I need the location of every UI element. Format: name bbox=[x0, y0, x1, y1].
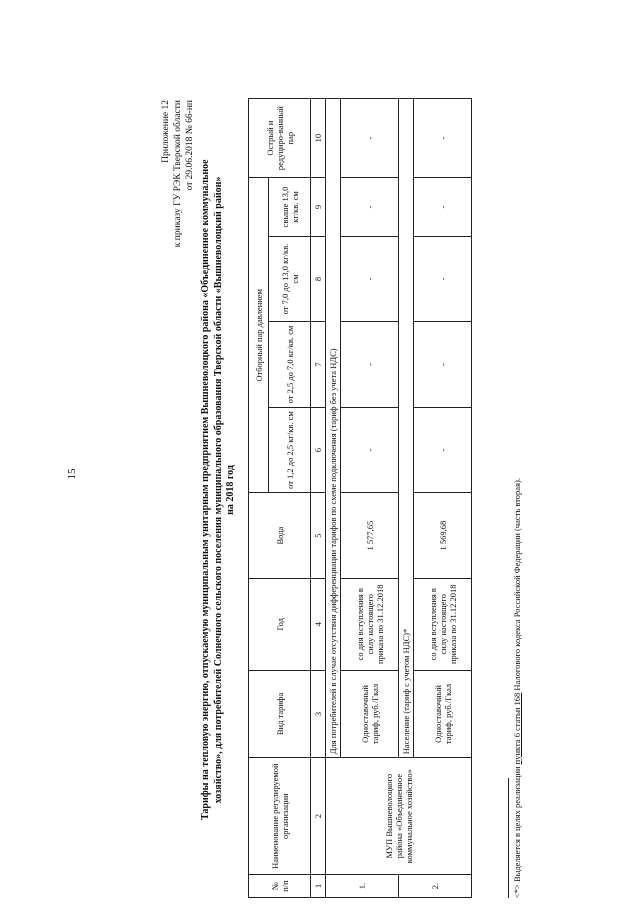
pressure-1-value: - bbox=[341, 407, 399, 493]
org-name: МУП Вышневолоцкого района «Объединенное коммунальное хозяйство» bbox=[326, 758, 472, 875]
header-pressure-1: от 1,2 до 2,5 кг/кв. см bbox=[269, 407, 311, 493]
sharp-steam-value: - bbox=[414, 99, 472, 178]
tariff-type-cell: Одноставочный тариф, руб./Гкал bbox=[414, 670, 472, 758]
year-cell: со дня вступления в силу настоящего приказа по 31.12.2018 bbox=[414, 578, 472, 670]
header-pressure-3: от 7,0 до 13,0 кг/кв. см bbox=[269, 236, 311, 322]
col-number: 7 bbox=[311, 322, 326, 408]
pressure-3-value: - bbox=[414, 236, 472, 322]
title-line-3: на 2018 год bbox=[225, 465, 236, 515]
appendix-order: к приказу ГУ РЭК Тверской области bbox=[173, 100, 183, 248]
pressure-1-value: - bbox=[414, 407, 472, 493]
footnote-prefix: <*> Выделяется в целях реализации bbox=[512, 766, 522, 898]
document-content bbox=[160, 80, 639, 900]
footnote-suffix: Налогового кодекса Российской Федерации (часть вторая). bbox=[512, 478, 522, 691]
footnote-link[interactable]: пункта 6 статьи 168 bbox=[512, 692, 522, 765]
col-number: 6 bbox=[311, 407, 326, 493]
header-num: № п/п bbox=[249, 875, 311, 898]
appendix-header bbox=[160, 100, 196, 247]
header-sharp-steam: Острый и редуциро-ванный пар bbox=[249, 99, 311, 178]
col-number: 10 bbox=[311, 99, 326, 178]
year-cell: со дня вступления в силу настоящего приказа по 31.12.2018 bbox=[341, 578, 399, 670]
water-value: 1 577,65 bbox=[341, 493, 399, 579]
row-num-1: 1. bbox=[326, 875, 399, 898]
header-steam-group: Отборный пар давлением bbox=[249, 178, 269, 493]
document-title bbox=[200, 160, 238, 820]
footnote-divider bbox=[508, 778, 509, 898]
header-water: Вода bbox=[249, 493, 311, 579]
row-num-2: 2. bbox=[399, 875, 472, 898]
title-line-1: Тарифы на тепловую энергию, отпускаемую муниципальным унитарным предприятием Вышневолоцкого района «Объединенное коммунальное bbox=[200, 159, 211, 820]
col-number: 9 bbox=[311, 178, 326, 236]
footnote bbox=[512, 478, 522, 898]
col-number: 2 bbox=[311, 758, 326, 875]
col-number: 8 bbox=[311, 236, 326, 322]
header-tariff-type: Вид тарифа bbox=[249, 670, 311, 758]
section-no-differentiation: Для потребителей в случае отсутствия дифференциации тарифов по схеме подключения (тариф без учета НДС) bbox=[326, 99, 341, 758]
col-number: 3 bbox=[311, 670, 326, 758]
appendix-date: от 29.06.2018 № 66-нп bbox=[185, 100, 195, 191]
pressure-3-value: - bbox=[341, 236, 399, 322]
appendix-title: Приложение 12 bbox=[161, 100, 171, 163]
tariff-type-cell: Одноставочный тариф, руб./Гкал bbox=[341, 670, 399, 758]
pressure-4-value: - bbox=[414, 178, 472, 236]
sharp-steam-value: - bbox=[341, 99, 399, 178]
section-population: Население (тариф с учетом НДС)* bbox=[399, 99, 414, 758]
header-pressure-4: свыше 13,0 кг/кв. см bbox=[269, 178, 311, 236]
col-number: 1 bbox=[311, 875, 326, 898]
header-pressure-2: от 2,5 до 7,0 кг/кв. см bbox=[269, 322, 311, 408]
col-number: 4 bbox=[311, 578, 326, 670]
title-line-2: хозяйство», для потребителей Солнечного сельского поселения муниципального образования Тверской области «Вышневолоцкий район» bbox=[212, 176, 224, 804]
water-value: 1 569,68 bbox=[414, 493, 472, 579]
header-year: Год bbox=[249, 578, 311, 670]
page-number: 15 bbox=[66, 468, 78, 480]
pressure-2-value: - bbox=[414, 322, 472, 408]
col-number: 5 bbox=[311, 493, 326, 579]
pressure-2-value: - bbox=[341, 322, 399, 408]
header-org: Наименование регулируемой организации bbox=[249, 758, 311, 875]
tariff-table bbox=[248, 98, 472, 898]
pressure-4-value: - bbox=[341, 178, 399, 236]
